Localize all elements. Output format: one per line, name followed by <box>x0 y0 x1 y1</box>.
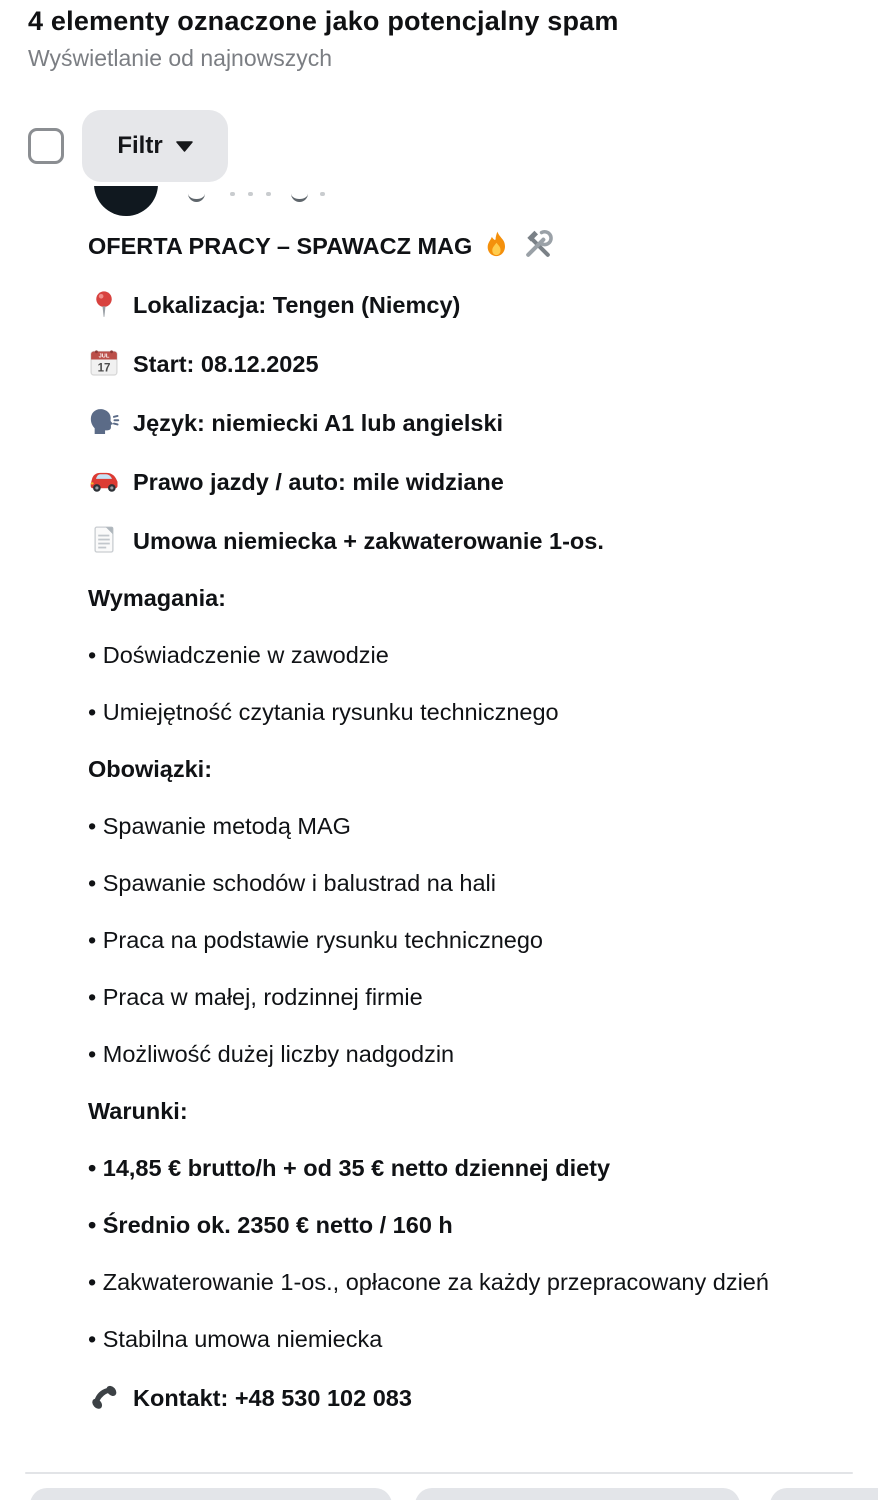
bullet-item: • Stabilna umowa niemiecka <box>88 1326 383 1352</box>
page-header <box>28 4 619 72</box>
hammer-wrench-icon <box>522 233 554 259</box>
bullet-item: • Praca w małej, rodzinnej firmie <box>88 984 423 1010</box>
cropped-author-text <box>188 190 205 202</box>
bullet-item: • Zakwaterowanie 1-os., opłacone za każdy przepracowany dzień <box>88 1269 769 1295</box>
cropped-menu-chevron <box>291 190 308 202</box>
post-line-start-date: JUL 17 Start: 08.12.2025 <box>88 347 830 379</box>
moderation-action-button-1[interactable] <box>30 1488 392 1500</box>
svg-text:17: 17 <box>97 362 111 375</box>
avatar[interactable] <box>94 186 158 216</box>
post-title-text: OFERTA PRACY – SPAWACZ MAG <box>88 233 473 259</box>
post-line-contract: Umowa niemiecka + zakwaterowanie 1-os. <box>88 524 830 556</box>
bullet-item: • Spawanie metodą MAG <box>88 813 351 839</box>
post-line-driving: Prawo jazdy / auto: mile widziane <box>88 465 830 497</box>
bullet-item: • Umiejętność czytania rysunku technicznego <box>88 699 559 725</box>
post-title-line <box>88 229 830 261</box>
section-heading-requirements: Wymagania: <box>88 585 226 611</box>
bullet-item: • 14,85 € brutto/h + od 35 € netto dziennej diety <box>88 1155 611 1181</box>
section-heading-duties: Obowiązki: <box>88 756 213 782</box>
phone-icon <box>88 1385 120 1411</box>
bullet-item: • Możliwość dużej liczby nadgodzin <box>88 1041 455 1067</box>
moderation-action-button-3[interactable] <box>770 1488 878 1500</box>
page-title: 4 elementy oznaczone jako potencjalny spam <box>28 6 619 36</box>
calendar-icon <box>88 351 120 377</box>
post-header-cropped <box>88 186 830 216</box>
moderation-action-button-2[interactable] <box>415 1488 740 1500</box>
svg-text:JUL: JUL <box>98 353 110 360</box>
post-line-language: Język: niemiecki A1 lub angielski <box>88 406 830 438</box>
bullet-item: • Doświadczenie w zawodzie <box>88 642 389 668</box>
fire-icon <box>481 233 513 259</box>
filter-button[interactable] <box>82 110 228 182</box>
pushpin-icon <box>88 292 120 318</box>
post-line-contact: Kontakt: +48 530 102 083 <box>88 1381 830 1413</box>
post-line-location: Lokalizacja: Tengen (Niemcy) <box>88 288 830 320</box>
car-icon <box>88 469 120 495</box>
section-heading-conditions: Warunki: <box>88 1098 188 1124</box>
speaking-head-icon <box>88 410 120 436</box>
select-all-checkbox[interactable] <box>28 128 64 164</box>
caret-down-icon <box>176 141 193 152</box>
sort-order-label: Wyświetlanie od najnowszych <box>28 45 333 71</box>
flagged-post <box>88 186 830 1440</box>
page-icon <box>88 528 120 554</box>
bullet-item: • Praca na podstawie rysunku technicznego <box>88 927 543 953</box>
bullet-item: • Średnio ok. 2350 € netto / 160 h <box>88 1212 453 1238</box>
filter-button-label: Filtr <box>117 132 163 159</box>
footer-divider <box>25 1472 853 1474</box>
bullet-item: • Spawanie schodów i balustrad na hali <box>88 870 496 896</box>
